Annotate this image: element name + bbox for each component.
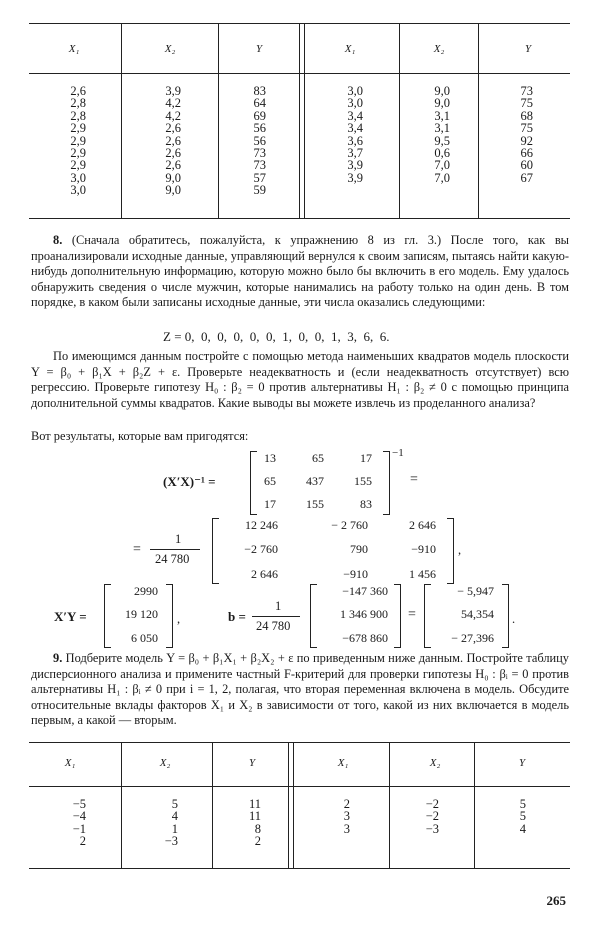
paragraph: Вот результаты, которые вам пригодятся: bbox=[31, 429, 249, 443]
matrix-cell: −910 bbox=[411, 542, 436, 556]
paragraph: Подберите модель Y = β₀ + β₁X₁ + β₂X₂ + ε по приведенным ниже данным. Постройте таблицу дисперсионного анализа и примените частный F-критерий для проверки гипотезы H₀ : βᵢ = 0 против альтернативы H₁ : βᵢ ≠ 0 при i = 1, 2, полагая, что вторая переменная включена в модель. Обсудите относительные вклады факторов X₁ и X₂ в зависимости от того, какой из них включается в модель первым, а какой — вторым. bbox=[31, 651, 569, 728]
matrix-cell: 12 246 bbox=[245, 518, 278, 532]
fraction-bar bbox=[252, 616, 300, 617]
table-2-column: −2 −2 −3 bbox=[425, 797, 439, 836]
table-1-header: X₂ bbox=[433, 43, 445, 55]
z-values-line: Z = 0, 0, 0, 0, 0, 0, 1, 0, 0, 1, 3, 6, 6. bbox=[163, 329, 390, 344]
matrix-cell: 2 646 bbox=[251, 567, 278, 581]
table-2-header: X₂ bbox=[429, 757, 441, 769]
table-2-header: X₁ bbox=[64, 757, 76, 769]
fraction-numerator: 1 bbox=[175, 532, 182, 546]
table-2-column: 2 3 3 bbox=[343, 797, 350, 836]
exercise-8-text bbox=[31, 233, 569, 311]
table-1-column: 73 75 68 75 92 66 60 67 bbox=[520, 84, 533, 185]
table-2-header: X₂ bbox=[159, 757, 171, 769]
table-2-column: −5 −4 −1 2 bbox=[72, 797, 86, 849]
table-1-column: 9,0 9,0 3,1 3,1 9,5 0,6 7,0 7,0 bbox=[434, 84, 450, 185]
right-bracket bbox=[447, 518, 454, 584]
matrix-cell: 1 456 bbox=[409, 567, 436, 581]
table-1-header: X₁ bbox=[344, 43, 356, 55]
left-bracket bbox=[104, 584, 111, 648]
table-1-header: X₁ bbox=[68, 43, 80, 55]
matrix-label: (X′X)⁻¹ = bbox=[163, 474, 216, 489]
matrix-cell: 17 bbox=[264, 497, 276, 511]
equals-sign: = bbox=[408, 607, 416, 622]
table-1-column: 3,9 4,2 4,2 2,6 2,6 2,6 2,6 9,0 9,0 bbox=[165, 84, 181, 198]
matrix-cell: 17 bbox=[360, 451, 372, 465]
table-1-column: 83 64 69 56 56 73 73 57 59 bbox=[253, 84, 266, 198]
exercise-9-text bbox=[31, 651, 569, 729]
matrix-cell: − 2 760 bbox=[331, 518, 368, 532]
table-2-column: 5 5 4 bbox=[519, 797, 526, 836]
period: . bbox=[512, 612, 516, 626]
right-bracket bbox=[383, 451, 390, 515]
matrix-cell: 155 bbox=[354, 474, 372, 488]
table-1-header: Y bbox=[255, 43, 263, 55]
vector-cell: 19 120 bbox=[125, 607, 158, 621]
table-2-column: 11 11 8 2 bbox=[248, 797, 261, 849]
table-2-header: Y bbox=[518, 757, 526, 769]
table-2-column: 5 4 1 −3 bbox=[164, 797, 178, 849]
right-bracket bbox=[502, 584, 509, 648]
vector-cell: − 27,396 bbox=[451, 631, 494, 645]
right-bracket bbox=[166, 584, 173, 648]
matrix-cell: 65 bbox=[264, 474, 276, 488]
table-1-column: 3,0 3,0 3,4 3,4 3,6 3,7 3,9 3,9 bbox=[347, 84, 363, 185]
vector-cell: − 5,947 bbox=[457, 584, 494, 598]
matrix-cell: 65 bbox=[312, 451, 324, 465]
matrix-cell: 83 bbox=[360, 497, 372, 511]
left-bracket bbox=[212, 518, 219, 584]
vector-label: X′Y = bbox=[54, 609, 87, 624]
comma: , bbox=[177, 612, 181, 626]
matrix-cell: −910 bbox=[343, 567, 368, 581]
right-bracket bbox=[394, 584, 401, 648]
fraction-bar bbox=[150, 549, 200, 550]
paragraph: По имеющимся данным постройте с помощью метода наименьших квадратов модель плоскости Y = β₀ + β₁X + β₂Z + ε. Проверьте неадекватность и (если неадекватность отсутствует) всю регрессию. Проверьте гипотезу H₀ : β₂ = 0 против альтернативы H₁ : β₂ ≠ 0 с помощью принципа дополнительной суммы квадратов. Какие выводы вы можете извлечь из проделанного анализа? bbox=[31, 349, 569, 410]
exercise-number: 9. bbox=[53, 651, 63, 665]
comma: , bbox=[458, 543, 462, 557]
vector-cell: 2990 bbox=[134, 584, 158, 598]
vector-cell: −147 360 bbox=[342, 584, 388, 598]
vector-cell: 6 050 bbox=[131, 631, 158, 645]
equals-sign: = bbox=[410, 472, 418, 487]
table-1-column: 2,6 2,8 2,8 2,9 2,9 2,9 2,9 3,0 3,0 bbox=[70, 84, 86, 198]
table-1-header: X₂ bbox=[164, 43, 176, 55]
table-2-header: Y bbox=[248, 757, 256, 769]
equals-sign: = bbox=[133, 542, 141, 557]
table-2-header: X₁ bbox=[337, 757, 349, 769]
vector-cell: 1 346 900 bbox=[340, 607, 388, 621]
exercise-8-task bbox=[31, 349, 569, 411]
vector-cell: −678 860 bbox=[342, 631, 388, 645]
paragraph: (Сначала обратитесь, пожалуйста, к упражнению 8 из гл. 3.) После того, как вы проанализировали исходные данные, управляющий вернулся к своим записям, пытаясь найти какую-нибудь дополнительную информацию, которую можно было бы включить в его модель. Ему удалось обнаружить сведения о числе мужчин, которые нанимались на работу только на один день. В том порядке, в каком были записаны исходные данные, эти числа оказались следующими: bbox=[31, 233, 569, 310]
exercise-number: 8. bbox=[53, 233, 63, 247]
vector-cell: 54,354 bbox=[461, 607, 494, 621]
matrix-cell: 790 bbox=[350, 542, 368, 556]
matrix-cell: 13 bbox=[264, 451, 276, 465]
superscript: −1 bbox=[392, 447, 404, 459]
fraction-denominator: 24 780 bbox=[155, 552, 190, 566]
left-bracket bbox=[424, 584, 431, 648]
table-1-header: Y bbox=[524, 43, 532, 55]
matrix-cell: −2 760 bbox=[244, 542, 278, 556]
left-bracket bbox=[310, 584, 317, 648]
results-intro bbox=[31, 429, 569, 445]
fraction-numerator: 1 bbox=[275, 599, 282, 613]
matrix-cell: 155 bbox=[306, 497, 324, 511]
vector-label: b = bbox=[228, 609, 246, 624]
fraction-denominator: 24 780 bbox=[256, 619, 291, 633]
page-number: 265 bbox=[546, 893, 566, 908]
matrix-cell: 2 646 bbox=[409, 518, 436, 532]
matrix-cell: 437 bbox=[306, 474, 324, 488]
